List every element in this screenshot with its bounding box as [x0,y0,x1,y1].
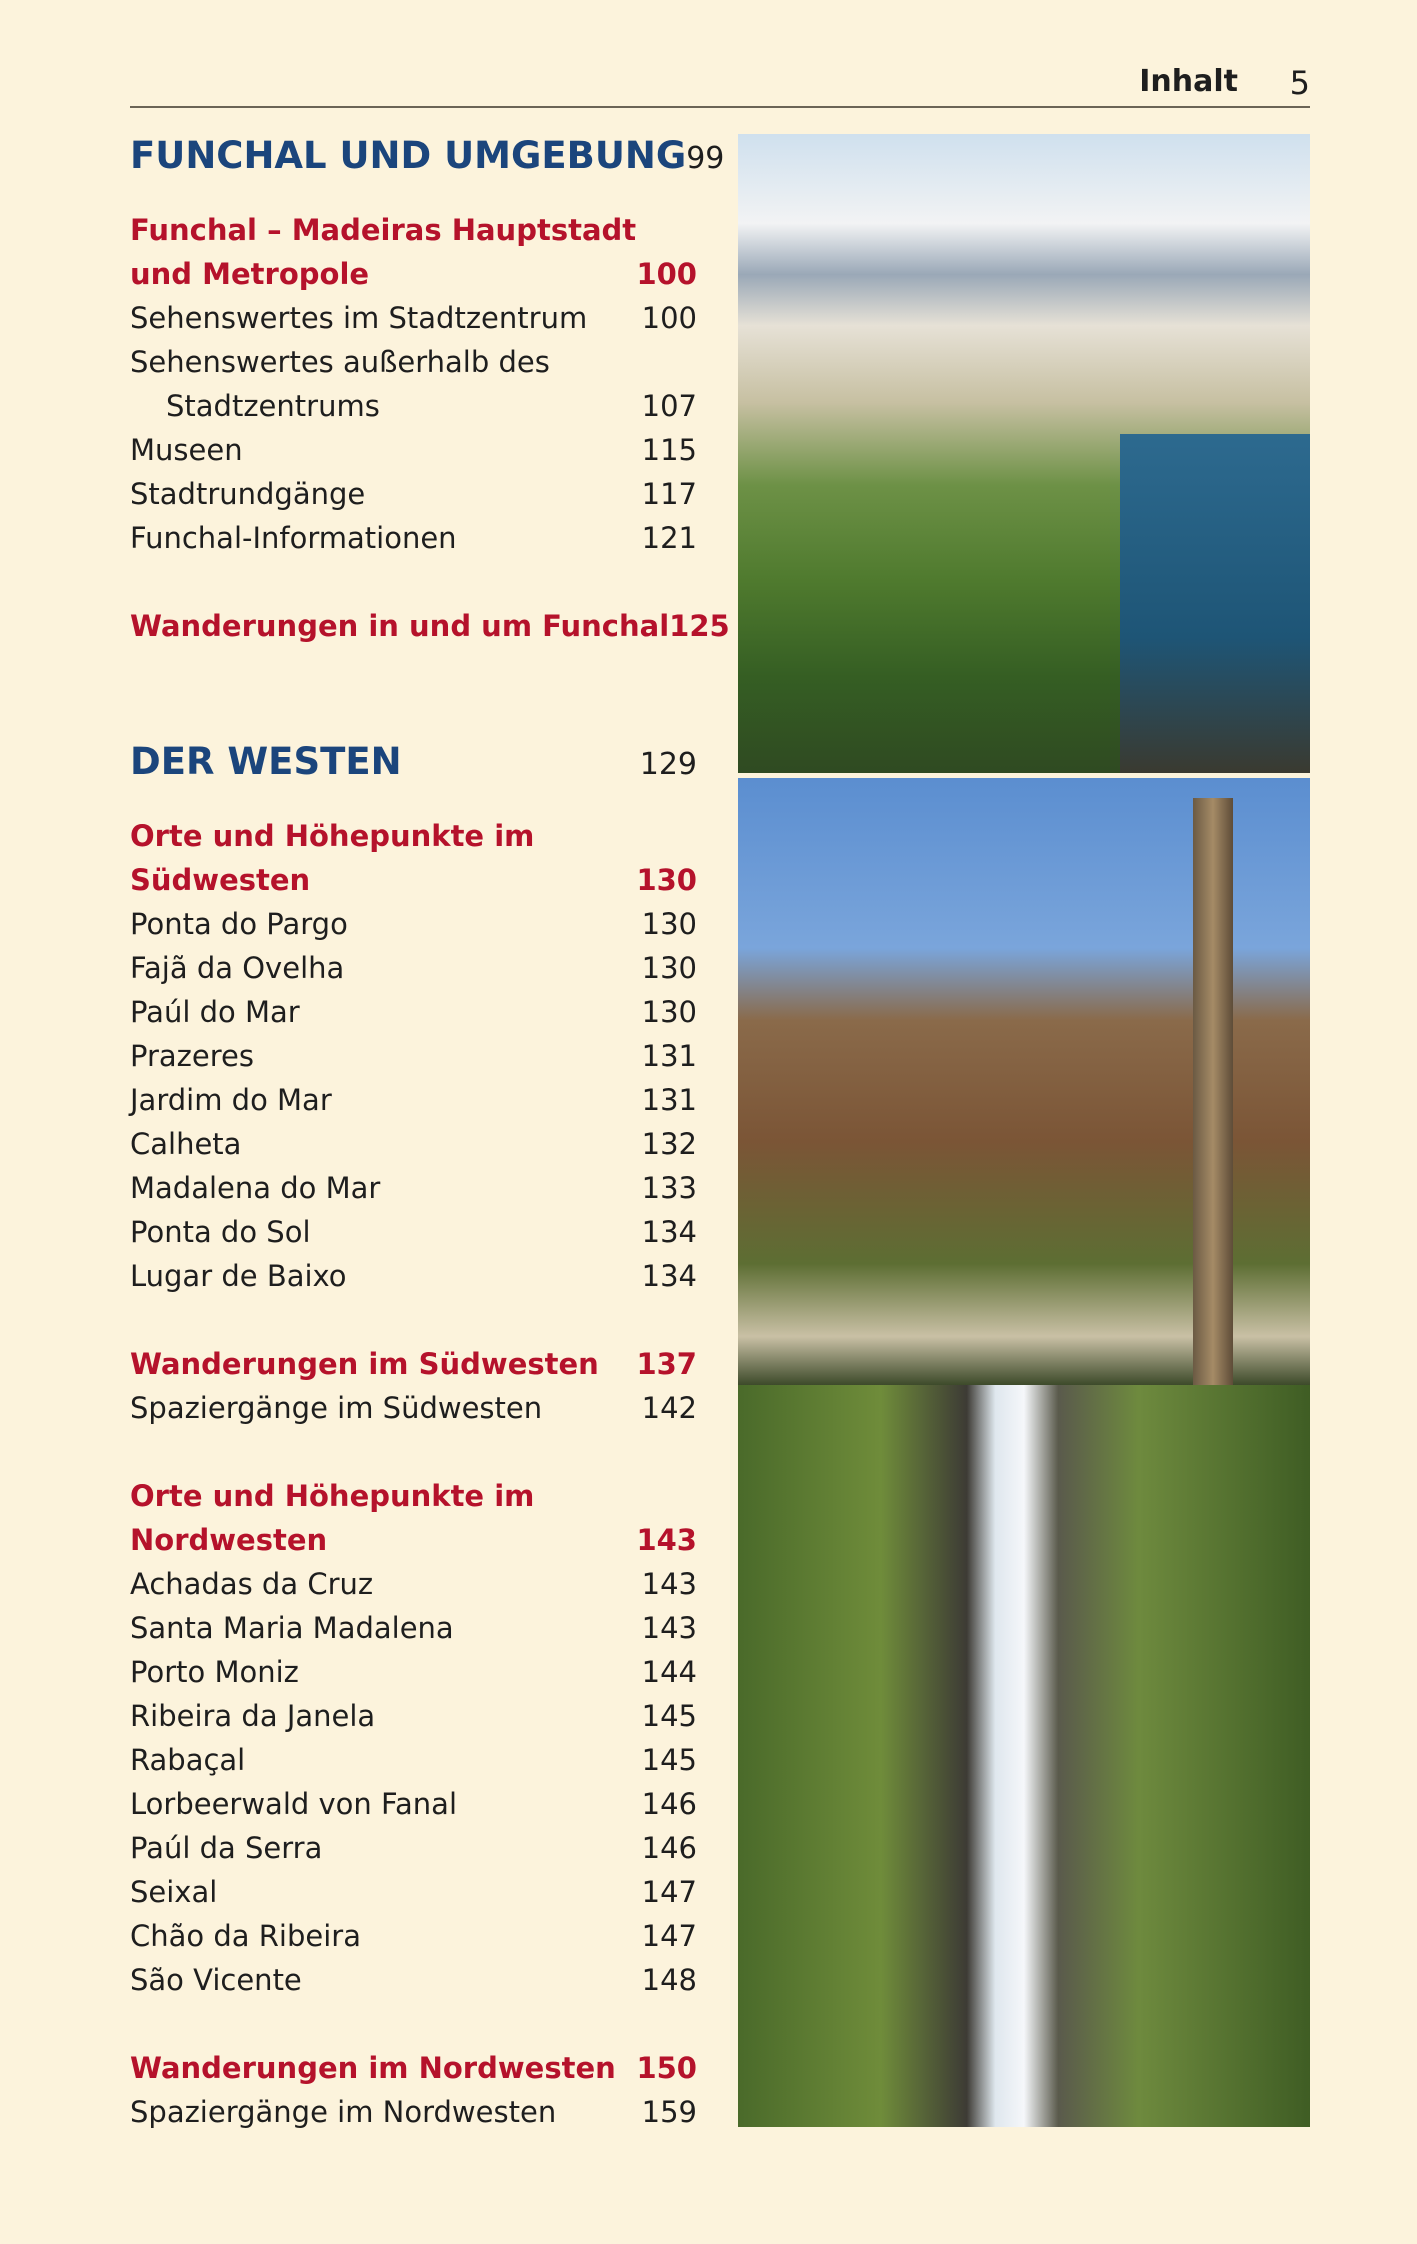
spacer [130,648,697,736]
toc-entry[interactable] [130,1122,697,1166]
photo-waterfall [738,1385,1310,2127]
toc-entry[interactable] [130,340,697,384]
entry-page: 99 [686,141,725,176]
spacer [130,1430,697,1474]
entry-label: Chão da Ribeira [130,1919,361,1953]
group-heading[interactable] [130,208,697,252]
spacer [130,182,697,208]
toc-entry[interactable] [130,428,697,472]
group-heading[interactable] [130,604,730,648]
entry-label: Spaziergänge im Nordwesten [130,2095,557,2129]
entry-page: 143 [641,1567,697,1601]
entry-label: Madalena do Mar [130,1171,381,1205]
entry-label: Sehenswertes außerhalb des [130,345,550,379]
toc-entry[interactable] [130,1078,697,1122]
group-heading[interactable] [130,1518,697,1562]
entry-page: 159 [641,2095,697,2129]
toc-entry[interactable] [130,990,697,1034]
entry-page: 143 [641,1611,697,1645]
photo-funchal-coast [738,134,1310,773]
toc-entry[interactable] [130,472,697,516]
entry-label: Prazeres [130,1039,254,1073]
toc-entry[interactable] [130,1738,697,1782]
entry-label: Ponta do Sol [130,1215,311,1249]
entry-label: Paúl do Mar [130,995,300,1029]
entry-label: Spaziergänge im Südwesten [130,1391,543,1425]
entry-page: 100 [641,301,697,335]
entry-label: Ponta do Pargo [130,907,348,941]
entry-label: Wanderungen in und um Funchal [130,609,670,643]
section-heading[interactable] [130,736,697,788]
toc-entry[interactable] [130,1562,697,1606]
entry-label: Wanderungen im Nordwesten [130,2051,616,2085]
entry-label: Funchal-Informationen [130,521,457,555]
toc-entry[interactable] [130,2090,697,2134]
entry-label: Paúl da Serra [130,1831,323,1865]
entry-label: Seixal [130,1875,218,1909]
toc-entry[interactable] [130,384,697,428]
entry-label: Museen [130,433,243,467]
entry-page: 132 [641,1127,697,1161]
spacer [130,560,697,604]
photo-palm-tree [738,778,1310,1385]
toc-entry[interactable] [130,1386,697,1430]
entry-page: 131 [641,1039,697,1073]
toc-entry[interactable] [130,1210,697,1254]
entry-label: Funchal – Madeiras Hauptstadt [130,213,637,247]
toc-entry[interactable] [130,1958,697,2002]
toc-entry[interactable] [130,946,697,990]
entry-page: 130 [636,863,697,897]
toc-entry[interactable] [130,1694,697,1738]
entry-page: 131 [641,1083,697,1117]
entry-page: 107 [641,389,697,423]
entry-page: 145 [641,1699,697,1733]
entry-page: 129 [639,747,697,782]
entry-label: Sehenswertes im Stadtzentrum [130,301,588,335]
entry-label: Calheta [130,1127,242,1161]
group-heading[interactable] [130,252,697,296]
spacer [130,2002,697,2046]
header-title: Inhalt [1139,64,1238,99]
entry-label: Achadas da Cruz [130,1567,374,1601]
spacer [130,1298,697,1342]
entry-page: 146 [641,1831,697,1865]
section-heading[interactable] [130,130,725,182]
entry-page: 148 [641,1963,697,1997]
group-heading[interactable] [130,814,697,858]
entry-page: 147 [641,1919,697,1953]
entry-page: 150 [636,2051,697,2085]
entry-page: 130 [641,951,697,985]
entry-page: 100 [636,257,697,291]
entry-page: 117 [641,477,697,511]
toc-entry[interactable] [130,1650,697,1694]
entry-label: FUNCHAL UND UMGEBUNG [130,134,687,177]
entry-page: 134 [641,1259,697,1293]
entry-label: Lugar de Baixo [130,1259,347,1293]
toc-entry[interactable] [130,1782,697,1826]
entry-label: Porto Moniz [130,1655,299,1689]
entry-label: Orte und Höhepunkte im [130,1479,535,1513]
toc-entry[interactable] [130,1166,697,1210]
toc-entry[interactable] [130,1914,697,1958]
entry-page: 145 [641,1743,697,1777]
entry-page: 134 [641,1215,697,1249]
group-heading[interactable] [130,858,697,902]
entry-label: Rabaçal [130,1743,246,1777]
entry-label: Santa Maria Madalena [130,1611,454,1645]
entry-page: 142 [641,1391,697,1425]
entry-page: 146 [641,1787,697,1821]
entry-label: Jardim do Mar [130,1083,332,1117]
entry-page: 125 [669,609,730,643]
group-heading[interactable] [130,2046,697,2090]
entry-page: 144 [641,1655,697,1689]
entry-label: Stadtzentrums [166,389,380,423]
entry-label: Wanderungen im Südwesten [130,1347,599,1381]
spacer [130,788,697,814]
toc-entry[interactable] [130,1870,697,1914]
entry-label: Orte und Höhepunkte im [130,819,535,853]
entry-label: Südwesten [130,863,311,897]
entry-label: DER WESTEN [130,740,402,783]
toc-entry[interactable] [130,1826,697,1870]
entry-page: 121 [641,521,697,555]
entry-label: und Metropole [130,257,370,291]
group-heading[interactable] [130,1474,697,1518]
entry-label: Lorbeerwald von Fanal [130,1787,458,1821]
entry-page: 143 [636,1523,697,1557]
entry-label: Stadtrundgänge [130,477,366,511]
entry-label: Ribeira da Janela [130,1699,376,1733]
entry-label: Nordwesten [130,1523,328,1557]
entry-label: São Vicente [130,1963,302,1997]
toc-entry[interactable] [130,296,697,340]
toc-entry[interactable] [130,516,697,560]
entry-label: Fajã da Ovelha [130,951,345,985]
running-header [130,62,1310,108]
entry-page: 130 [641,907,697,941]
entry-page: 130 [641,995,697,1029]
toc-entry[interactable] [130,1254,697,1298]
group-heading[interactable] [130,1342,697,1386]
page-number: 5 [1289,64,1310,102]
entry-page: 133 [641,1171,697,1205]
toc-entry[interactable] [130,1606,697,1650]
toc-entry[interactable] [130,902,697,946]
entry-page: 137 [636,1347,697,1381]
entry-page: 115 [641,433,697,467]
table-of-contents [130,130,730,2134]
entry-page: 147 [641,1875,697,1909]
toc-entry[interactable] [130,1034,697,1078]
